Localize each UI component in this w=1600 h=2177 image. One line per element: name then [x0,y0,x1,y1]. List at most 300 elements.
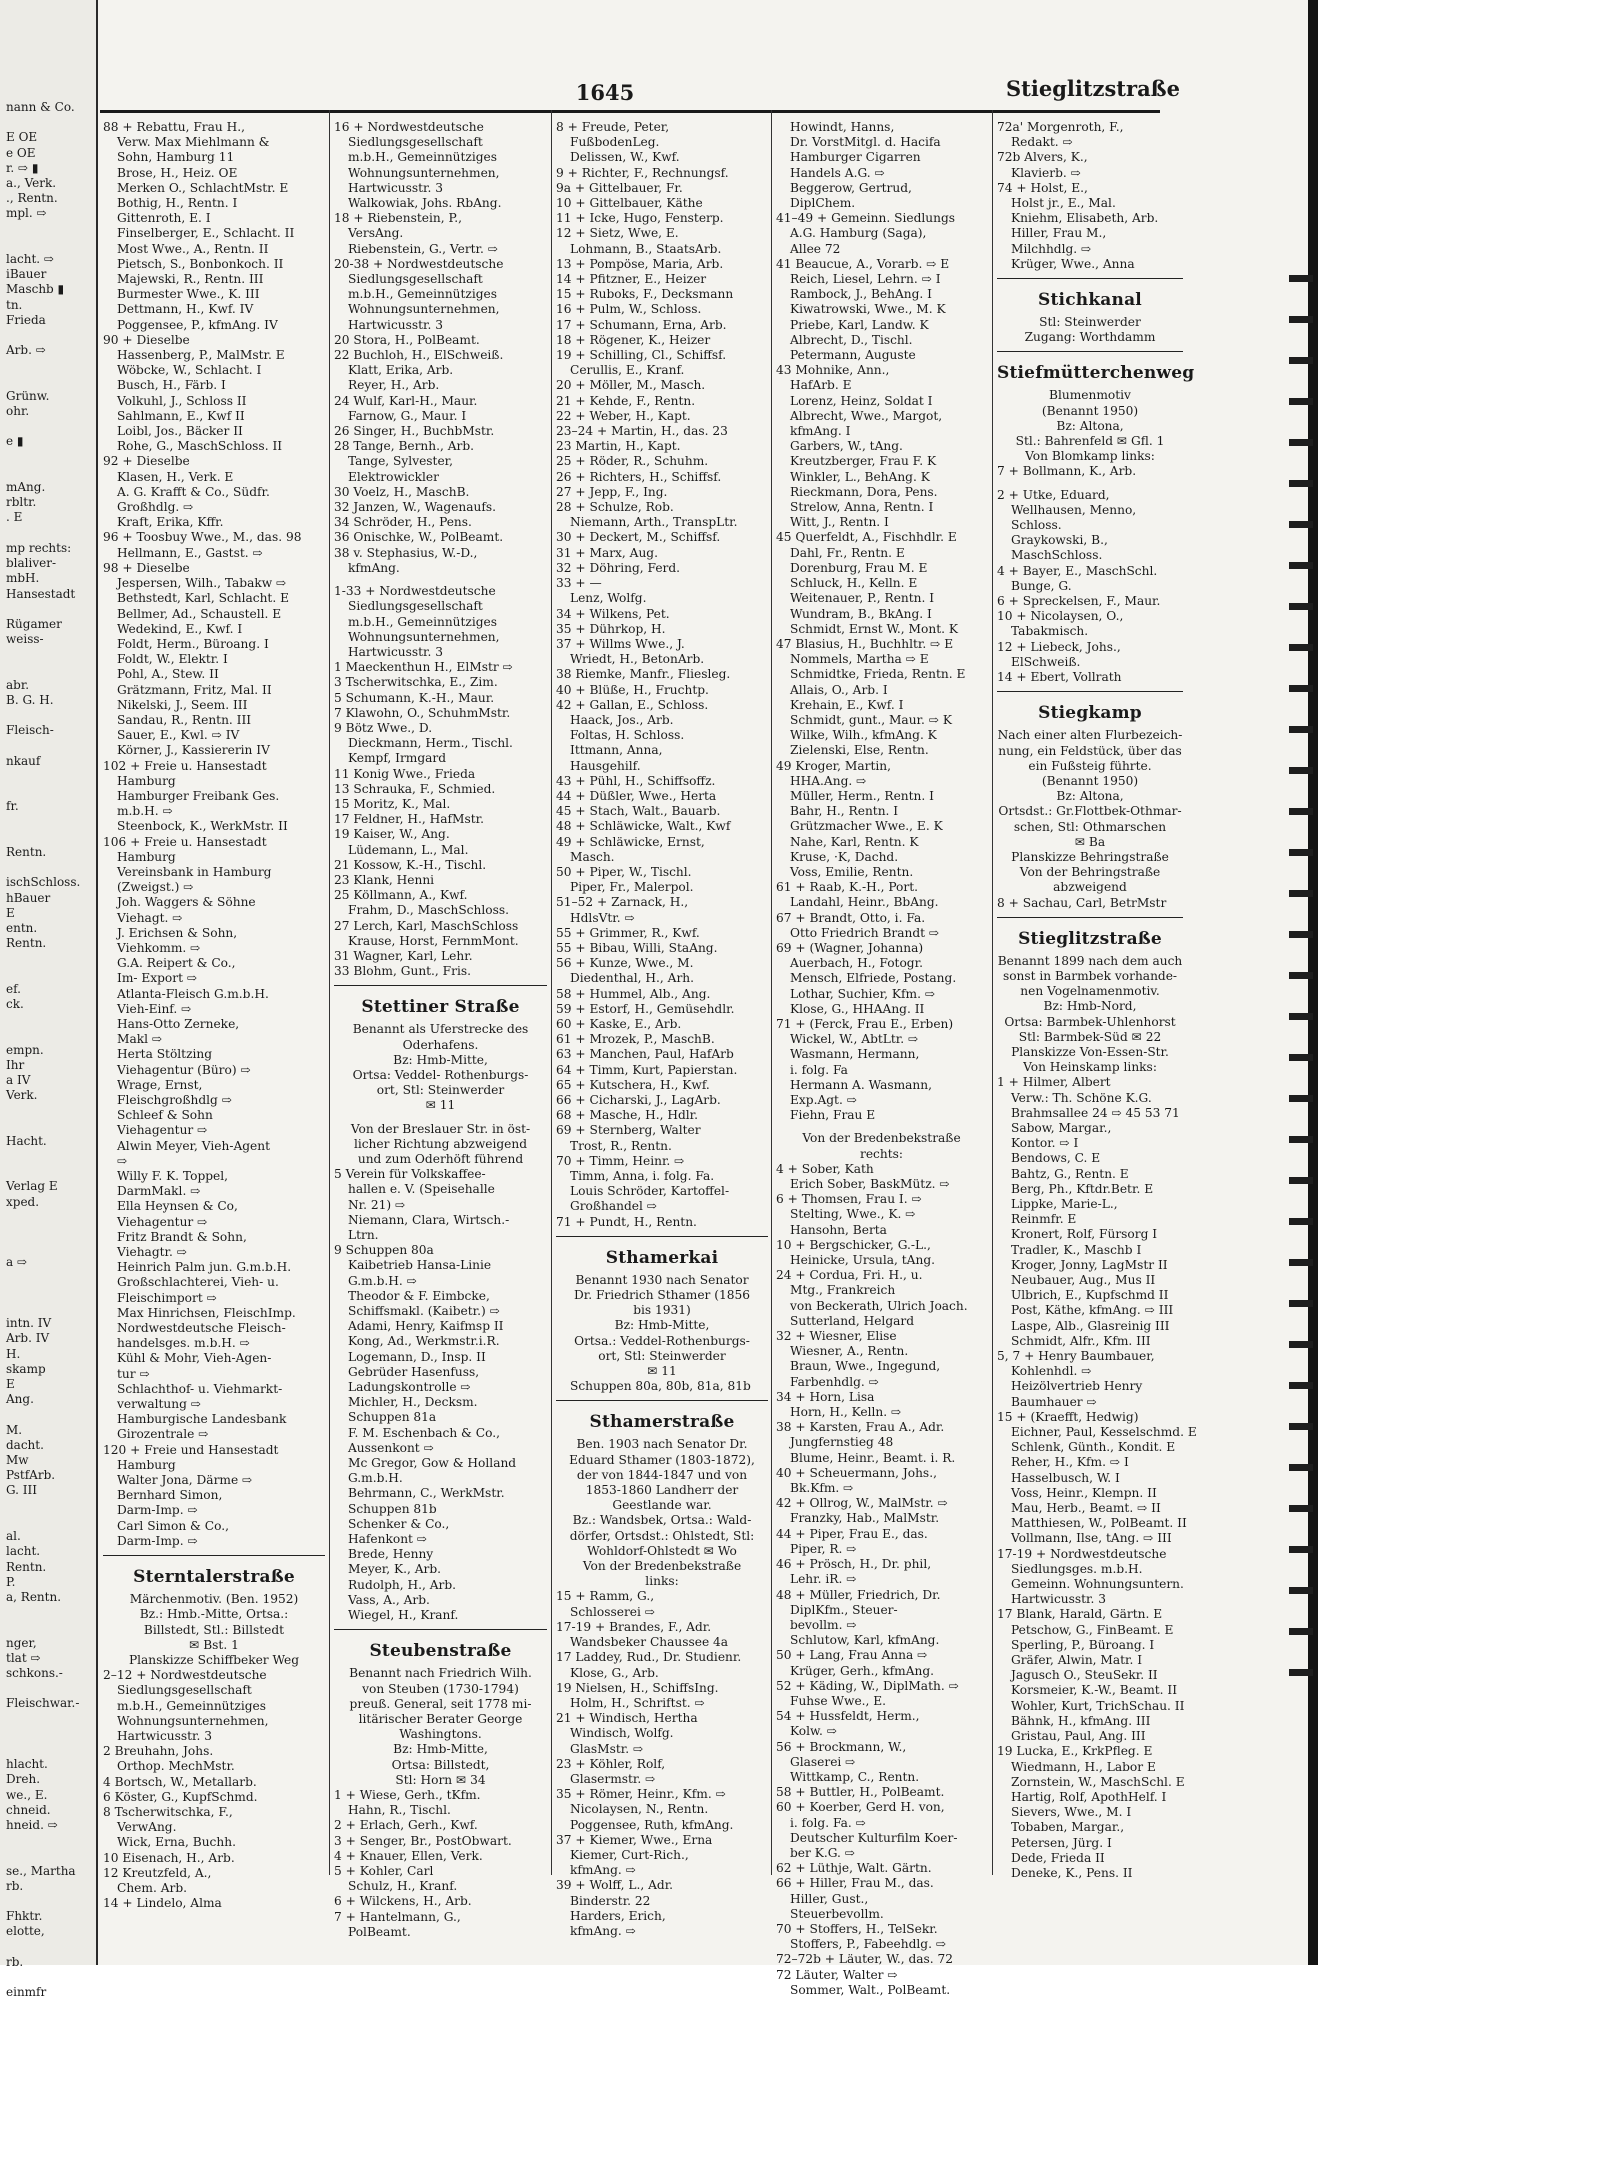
street-note: Zugang: Worthdamm [1024,330,1156,345]
directory-entry: Gebrüder Hasenfuss, [348,1364,480,1379]
directory-entry: Bendows, C. E [1011,1151,1101,1166]
directory-entry: Cerullis, E., Kranf. [570,363,685,378]
directory-entry: 69 + (Wagner, Johanna) [776,940,924,955]
street-note: Bz.: Hmb.-Mitte, Ortsa.: [139,1607,289,1622]
directory-entry [6,860,92,875]
directory-entry [6,951,92,966]
directory-entry [6,1225,92,1240]
directory-entry: Bähnk, H., kfmAng. III [1011,1713,1151,1728]
directory-entry: von Beckerath, Ulrich Joach. [790,1298,968,1313]
street-heading: Stiefmütterchenweg [997,363,1195,384]
directory-entry: Wohnungsunternehmen, [348,165,500,180]
directory-entry: 17-19 + Nordwestdeutsche [997,1546,1167,1561]
directory-entry: 34 + Wilkens, Pet. [556,606,670,621]
directory-entry: Rambock, J., BehAng. I [790,287,932,302]
directory-entry: Kreutzberger, Frau F. K [790,454,937,469]
directory-entry: Gittenroth, E. I [117,211,211,226]
directory-entry: 22 Buchloh, H., ElSchweiß. [334,348,504,363]
directory-entry: 71 + (Ferck, Frau E., Erben) [776,1016,954,1031]
directory-entry: mpl. ⇨ [6,206,47,221]
directory-entry: 6 + Thomsen, Frau I. ⇨ [776,1192,922,1207]
directory-entry: Klavierb. ⇨ [1011,165,1081,180]
directory-entry: hlacht. [6,1757,48,1772]
directory-entry: 2–12 + Nordwestdeutsche [103,1668,267,1683]
directory-entry: 21 + Windisch, Hertha [556,1711,698,1726]
directory-entry: Vereinsbank in Hamburg [117,864,272,879]
directory-entry: Auerbach, H., Fotogr. [790,956,923,971]
spacer [997,480,1183,488]
directory-entry: Schuppen 81a [348,1410,437,1425]
directory-entry: Dorenburg, Frau M. E [790,560,928,575]
directory-entry: 41 Beaucue, A., Vorarb. ⇨ E [776,256,950,271]
directory-entry: Verlag E [6,1179,58,1194]
directory-entry: Hafenkont ⇨ [348,1532,428,1547]
directory-entry: Deneke, K., Pens. II [1011,1865,1133,1880]
directory-entry [6,1271,92,1286]
directory-entry: chneid. [6,1802,51,1817]
street-heading: Sthamerkai [605,1247,719,1268]
directory-entry: 20-38 + Nordwestdeutsche [334,256,504,271]
directory-entry: B. G. H. [6,692,54,707]
directory-entry: FußbodenLeg. [570,135,660,150]
directory-entry: Darm-Imp. ⇨ [117,1503,198,1518]
directory-entry: Fleisch- [6,723,54,738]
directory-entry: Großhandel ⇨ [570,1199,658,1214]
directory-entry: Wandsbeker Chaussee 4a [570,1635,729,1650]
street-note: (Benannt 1950) [1041,773,1139,788]
directory-entry: Foltas, H. Schloss. [570,728,685,743]
directory-entry: a ⇨ [6,1255,28,1270]
directory-entry [6,374,92,389]
directory-entry: Delissen, W., Kwf. [570,150,680,165]
street-note: der von 1844-1847 und von [576,1467,748,1482]
directory-entry: Farbenhdlg. ⇨ [790,1374,879,1389]
directory-entry: Zielenski, Else, Rentn. [790,743,929,758]
directory-entry: schkons.- [6,1665,63,1680]
directory-entry [6,1742,92,1757]
directory-entry: 88 + Rebattu, Frau H., [103,120,245,134]
directory-entry: Rentn. [6,1559,47,1574]
directory-entry: Dettmann, H., Kwf. IV [117,302,254,317]
directory-entry: 35 + Römer, Heinr., Kfm. ⇨ [556,1787,726,1802]
directory-entry: Tradler, K., Maschb I [1011,1242,1142,1257]
directory-entry: Ltrn. [348,1228,379,1243]
directory-entry [6,1712,92,1727]
directory-entry: 10 Eisenach, H., Arb. [103,1850,235,1865]
directory-entry: Dr. VorstMitgl. d. Hacifa [790,135,941,150]
directory-entry: 18 + Riebenstein, P., [334,211,462,226]
directory-entry: DiplChem. [790,196,856,211]
directory-entry [6,1286,92,1301]
directory-entry: Chem. Arb. [117,1880,187,1895]
directory-entry: 7 + Bollmann, K., Arb. [997,464,1137,479]
directory-entry: iBauer [6,267,47,282]
directory-entry: 51–52 + Zarnack, H., [556,895,689,910]
directory-entry: Loibl, Jos., Bäcker II [117,424,243,439]
directory-entry: 4 + Knauer, Ellen, Verk. [334,1848,483,1863]
directory-entry: Wohnungsunternehmen, [117,1713,269,1728]
directory-entry: 44 + Düßler, Wwe., Herta [556,788,717,803]
directory-entry: Theodor & F. Eimbcke, [348,1288,490,1303]
directory-entry: 40 + Blüße, H., Fruchtp. [556,682,709,697]
section-rule [334,1629,547,1630]
directory-entry: 3 Tscherwitschka, E., Zim. [334,675,498,690]
directory-entry: hneid. ⇨ [6,1817,58,1832]
street-note: licher Richtung abzweigend [353,1136,528,1151]
directory-entry: Deutscher Kulturfilm Koer- [790,1830,958,1845]
directory-entry: Poggensee, Ruth, kfmAng. [570,1817,734,1832]
street-note: Ortsa: Billstedt, [391,1757,490,1772]
directory-entry: Im- Export ⇨ [117,971,198,986]
directory-entry: 106 + Freie u. Hansestadt [103,834,267,849]
directory-entry: Schloss. [1011,518,1062,533]
directory-entry: blaliver- [6,556,57,571]
directory-entry: Joh. Waggers & Söhne [117,895,256,910]
directory-entry: Klatt, Erika, Arb. [348,363,454,378]
directory-entry: 71 + Pundt, H., Rentn. [556,1214,697,1229]
street-note: von Steuben (1730-1794) [362,1681,519,1696]
directory-entry [6,1240,92,1255]
directory-entry: Dede, Frieda II [1011,1850,1105,1865]
section-rule [103,1555,325,1556]
street-note: Benannt 1899 nach dem auch [997,953,1183,968]
directory-entry [6,358,92,373]
directory-entry: Rentn. [6,844,47,859]
directory-entry: 27 Lerch, Karl, MaschSchloss [334,918,519,933]
directory-entry: Petersen, Jürg. I [1011,1835,1112,1850]
directory-entry: 33 Blohm, Gunt., Fris. [334,964,471,979]
directory-entry: einmfr [6,1985,47,2000]
street-note: Bz: Hmb-Nord, [1043,999,1137,1014]
directory-entry: ., Rentn. [6,191,58,206]
directory-entry: Gemeinn. Wohnungsuntern. [1011,1577,1184,1592]
directory-entry: Weitenauer, P., Rentn. I [790,591,935,606]
street-note: Ben. 1903 nach Senator Dr. [576,1437,748,1452]
directory-entry: Wundram, B., BkAng. I [790,606,932,621]
directory-entry: Verk. [6,1088,38,1103]
directory-entry: 35 + Dührkop, H. [556,621,666,636]
directory-entry: Hamburgische Landesbank [117,1412,287,1427]
directory-entry: Schuppen 80a, 80b, 81a, 81b [570,1379,751,1394]
directory-entry: DarmMakl. ⇨ [117,1184,201,1199]
directory-entry: Brahmsallee 24 ⇨ 45 53 71 [1011,1105,1180,1120]
directory-entry: nger, [6,1635,37,1650]
directory-entry: 1 Maeckenthun H., ElMstr ⇨ [334,660,513,675]
directory-entry: 31 + Marx, Aug. [556,545,658,560]
street-note: ✉ 11 [425,1098,456,1113]
directory-entry: Piper, Fr., Malerpol. [570,880,694,895]
directory-entry: Steenbock, K., WerkMstr. II [117,819,288,834]
directory-entry: Hartwicusstr. 3 [348,180,444,195]
directory-entry: Kohlenhdl. ⇨ [1011,1364,1092,1379]
directory-entry: Baumhauer ⇨ [1011,1394,1097,1409]
edge-thumb-index-marks [1285,275,1315,1795]
directory-entry: Schlenk, Günth., Kondit. E [1011,1440,1176,1455]
section-rule [997,917,1183,918]
directory-entry: 15 + (Kraefft, Hedwig) [997,1409,1139,1424]
directory-entry: Burmester Wwe., K. III [117,287,260,302]
directory-entry: Hansestadt [6,586,76,601]
directory-entry: Sutterland, Helgard [790,1313,915,1328]
directory-entry: ischSchloss. [6,875,81,890]
directory-entry: Jungfernstieg 48 [790,1435,894,1450]
directory-entry: lacht. ⇨ [6,252,54,267]
column-divider [329,110,330,1875]
street-note: schen, Stl: Othmarschen [1013,819,1167,834]
directory-entry: Hausgehilf. [570,758,641,773]
directory-entry: Fleischwar.- [6,1696,80,1711]
directory-entry: 62 + Lüthje, Walt. Gärtn. [776,1861,932,1876]
directory-entry: HafArb. E [790,378,852,393]
street-note: Washingtons. [399,1727,482,1742]
directory-entry: Binderstr. 22 [570,1893,651,1908]
directory-entry: Rohe, G., MaschSchloss. II [117,439,283,454]
directory-entry: Erich Sober, BaskMütz. ⇨ [790,1177,950,1192]
directory-entry: Wickel, W., AbtLtr. ⇨ [790,1032,919,1047]
directory-entry: m.b.H., Gemeinnütziges [348,287,498,302]
directory-entry: 5 Schumann, K.-H., Maur. [334,690,495,705]
directory-entry: Hahn, R., Tischl. [348,1803,451,1818]
directory-entry [6,465,92,480]
directory-entry [6,784,92,799]
directory-entry: Hansohn, Berta [790,1222,887,1237]
street-note: Wohldorf-Ohlstedt ✉ Wo [587,1543,737,1558]
street-heading: Sterntalerstraße [133,1567,295,1588]
directory-entry: Wiedmann, H., Labor E [1011,1759,1156,1774]
directory-entry: Kniehm, Elisabeth, Arb. [1011,211,1159,226]
street-note: nung, ein Feldstück, über das [998,743,1182,758]
directory-entry: Redakt. ⇨ [1011,135,1073,150]
directory-entry: Müller, Herm., Rentn. I [790,788,934,803]
directory-entry: Hasselbusch, W. I [1011,1470,1120,1485]
directory-entry: 21 + Kehde, F., Rentn. [556,393,696,408]
directory-entry: A. G. Krafft & Co., Südfr. [117,484,270,499]
directory-entry: 98 + Dieselbe [103,560,190,575]
directory-entry: Beggerow, Gertrud, [790,180,912,195]
directory-entry: Gräfer, Alwin, Matr. I [1011,1653,1143,1668]
directory-entry: Hartig, Rolf, ApothHelf. I [1011,1789,1167,1804]
directory-entry: Albrecht, D., Tischl. [790,332,913,347]
directory-entry: 43 Mohnike, Ann., [776,363,890,378]
directory-entry: 92 + Dieselbe [103,454,190,469]
directory-entry: Nordwestdeutsche Fleisch- [117,1321,286,1336]
directory-entry: 15 + Ramm, G., [556,1589,655,1604]
directory-entry: 16 + Nordwestdeutsche [334,120,484,134]
street-note: Von Blomkamp links: [1025,449,1155,464]
section-rule [556,1236,768,1237]
directory-entry: 3 + Senger, Br., PostObwart. [334,1833,512,1848]
directory-entry: Glasermstr. ⇨ [570,1771,656,1786]
directory-entry: Meyer, K., Arb. [348,1562,442,1577]
street-heading: Stiegkamp [1038,703,1142,724]
directory-entry: kfmAng. ⇨ [570,1923,636,1938]
directory-entry: 120 + Freie und Hansestadt [103,1442,279,1457]
directory-entry: 72b Alvers, K., [997,150,1088,165]
page-number: 1645 [575,80,635,105]
directory-entry: Hamburg [117,1457,176,1472]
directory-entry: Hermann A. Wasmann, [790,1077,932,1092]
directory-entry: Kronert, Rolf, Fürsorg I [1011,1227,1158,1242]
street-note: Benannt als Uferstrecke des [352,1022,529,1037]
directory-entry: 23–24 + Martin, H., das. 23 [556,424,728,439]
directory-entry: Kempf, Irmgard [348,751,447,766]
directory-entry [6,1149,92,1164]
directory-entry: Schlosserei ⇨ [570,1604,656,1619]
directory-entry: Darm-Imp. ⇨ [117,1533,198,1548]
directory-entry: Jagusch O., SteuSekr. II [1011,1668,1158,1683]
directory-entry: Siedlungsgesellschaft [348,272,483,287]
directory-entry: 19 Lucka, E., KrkPfleg. E [997,1744,1153,1759]
directory-entry: 39 + Wolff, L., Adr. [556,1878,674,1893]
directory-entry: Sommer, Walt., PolBeamt. [790,1982,951,1997]
directory-entry: Schulz, H., Kranf. [348,1879,458,1894]
directory-entry [6,1620,92,1635]
directory-entry: 17 Feldner, H., HafMstr. [334,812,485,827]
directory-entry: 30 + Deckert, M., Schiffsf. [556,530,721,545]
directory-entry: 24 Wulf, Karl-H., Maur. [334,393,478,408]
directory-entry: 74 + Holst, E., [997,180,1088,195]
directory-entry: Vollmann, Ilse, tAng. ⇨ III [1011,1531,1172,1546]
directory-entry: 17 Laddey, Rud., Dr. Studienr. [556,1650,742,1665]
directory-entry: Ang. [6,1392,34,1407]
directory-entry: i. folg. Fa [790,1062,848,1077]
directory-entry: Arb. ⇨ [6,343,46,358]
directory-entry: Stelting, Wwe., K. ⇨ [790,1207,916,1222]
directory-entry: 102 + Freie u. Hansestadt [103,758,267,773]
directory-entry: 55 + Bibau, Willi, StaAng. [556,940,718,955]
directory-entry: Wiesner, A., Rentn. [790,1344,909,1359]
directory-entry: we., E. [6,1787,48,1802]
directory-entry: 9 Schuppen 80a [334,1243,434,1258]
directory-entry [6,328,92,343]
directory-entry: Großschlachterei, Vieh- u. [117,1275,279,1290]
directory-entry: Hartwicusstr. 3 [1011,1592,1107,1607]
directory-entry: entn. [6,920,38,935]
directory-entry [6,237,92,252]
directory-entry: a IV [6,1073,31,1087]
directory-entry: Hiller, Gust., [790,1891,869,1906]
directory-entry: 2 Breuhahn, Johs. [103,1744,214,1759]
directory-entry: Frahm, D., MaschSchloss. [348,903,509,918]
street-note: Ortsa: Barmbek-Uhlenhorst [1004,1014,1176,1029]
directory-entry: Allais, O., Arb. I [790,682,888,697]
column-5 [997,120,1197,1881]
directory-entry: 4 + Bayer, E., MaschSchl. [997,563,1158,578]
directory-entry: tur ⇨ [117,1366,150,1381]
directory-entry: VersAng. [348,226,404,241]
directory-entry: HHA.Ang. ⇨ [790,773,867,788]
spacer [334,576,547,584]
directory-entry: Milchhdlg. ⇨ [1011,241,1092,256]
directory-entry: Kiwatrowski, Wwe., M. K [790,302,946,317]
street-note: litärischer Berater George [358,1711,523,1726]
directory-entry: 38 + Karsten, Frau A., Adr. [776,1420,945,1435]
directory-entry: verwaltung ⇨ [117,1397,202,1412]
directory-entry: Windisch, Wolfg. [570,1726,674,1741]
directory-entry: al. [6,1529,21,1544]
directory-entry: DiplKfm., Steuer- [790,1602,898,1617]
directory-entry: Krause, Horst, FernmMont. [348,933,519,948]
directory-entry: Pietsch, S., Bonbonkoch. II [117,256,284,271]
directory-entry [6,450,92,465]
directory-entry: Nahe, Karl, Rentn. K [790,834,919,849]
directory-entry: 6 + Wilckens, H., Arb. [334,1894,472,1909]
directory-entry: Handels A.G. ⇨ [790,165,885,180]
directory-entry: Bernhard Simon, [117,1488,223,1503]
directory-entry: Kiemer, Curt-Rich., [570,1847,689,1862]
directory-entry: 63 + Manchen, Paul, HafArb [556,1047,734,1062]
directory-entry: Wiegel, H., Kranf. [348,1608,459,1623]
directory-entry: Reyer, H., Arb. [348,378,440,393]
header-rule [100,110,1160,113]
directory-entry: Fleischgroßhdlg ⇨ [117,1093,232,1107]
street-note: ort, Stl: Steinwerder [376,1083,505,1098]
directory-entry: Tobaben, Margar., [1011,1820,1125,1835]
column-3 [556,120,768,1939]
street-note: Bz.: Wandsbek, Ortsa.: Wald- [572,1513,752,1528]
directory-entry: nkauf [6,753,41,768]
directory-entry: Mtg., Frankreich [790,1283,896,1298]
directory-entry: Petschow, G., FinBeamt. E [1011,1622,1174,1637]
directory-entry: 43 + Pühl, H., Schiffsoffz. [556,773,716,788]
directory-entry: Hiller, Frau M., [1011,226,1107,241]
directory-entry: . E [6,510,23,525]
directory-entry: Wohler, Kurt, TrichSchau. II [1011,1698,1185,1713]
directory-entry: Vieh-Einf. ⇨ [117,1001,192,1016]
directory-entry [6,1848,92,1863]
directory-entry: Wohnungsunternehmen, [348,629,500,644]
street-note: Von der Bredenbekstraße [582,1559,742,1574]
street-note: Nach einer alten Flurbezeich- [997,728,1183,743]
directory-entry: 19 + Schilling, Cl., Schiffsf. [556,348,727,363]
directory-entry: 50 + Piper, W., Tischl. [556,864,692,879]
directory-entry: 65 + Kutschera, H., Kwf. [556,1077,710,1092]
directory-entry: Riebenstein, G., Vertr. ⇨ [348,241,498,256]
directory-entry: Wellhausen, Menno, [1011,502,1137,517]
directory-entry: 37 + Kiemer, Wwe., Erna [556,1832,713,1847]
directory-entry: 9a + Gittelbauer, Fr. [556,180,683,195]
directory-entry: 12 + Sietz, Wwe, E. [556,226,679,241]
directory-entry: H. [6,1346,21,1361]
directory-entry: Kühl & Mohr, Vieh-Agen- [117,1351,272,1366]
directory-entry: Piper, R. ⇨ [790,1541,857,1556]
directory-entry: 72a' Morgenroth, F., [997,120,1124,134]
directory-entry: Siedlungsges. m.b.H. [1011,1561,1143,1576]
directory-entry: Sabow, Margar., [1011,1120,1112,1135]
directory-entry: A.G. Hamburg (Saga), [790,226,927,241]
directory-entry [6,1103,92,1118]
directory-entry: Schuppen 81b [348,1501,437,1516]
directory-entry: rb. [6,1954,24,1969]
directory-entry: Schlutow, Karl, kfmAng. [790,1633,940,1648]
directory-entry [6,1727,92,1742]
directory-entry: E [6,1377,15,1392]
directory-entry: VerwAng. [117,1820,177,1835]
directory-entry [6,1119,92,1134]
directory-entry [6,1499,92,1514]
directory-entry: 10 + Bergschicker, G.-L., [776,1237,931,1252]
directory-entry [6,1301,92,1316]
street-note: Planskizze Schiffbeker Weg [128,1652,300,1667]
directory-entry [6,1681,92,1696]
directory-entry: nann & Co. [6,100,75,114]
directory-entry: Kaibetrieb Hansa-Linie [348,1258,492,1273]
directory-entry: Atlanta-Fleisch G.m.b.H. [117,986,269,1001]
directory-entry: 9 Bötz Wwe., D. [334,720,433,735]
directory-entry: fr. [6,799,19,814]
street-note: preuß. General, seit 1778 mi- [349,1696,532,1711]
directory-entry: Fiehn, Frau E [790,1108,876,1123]
